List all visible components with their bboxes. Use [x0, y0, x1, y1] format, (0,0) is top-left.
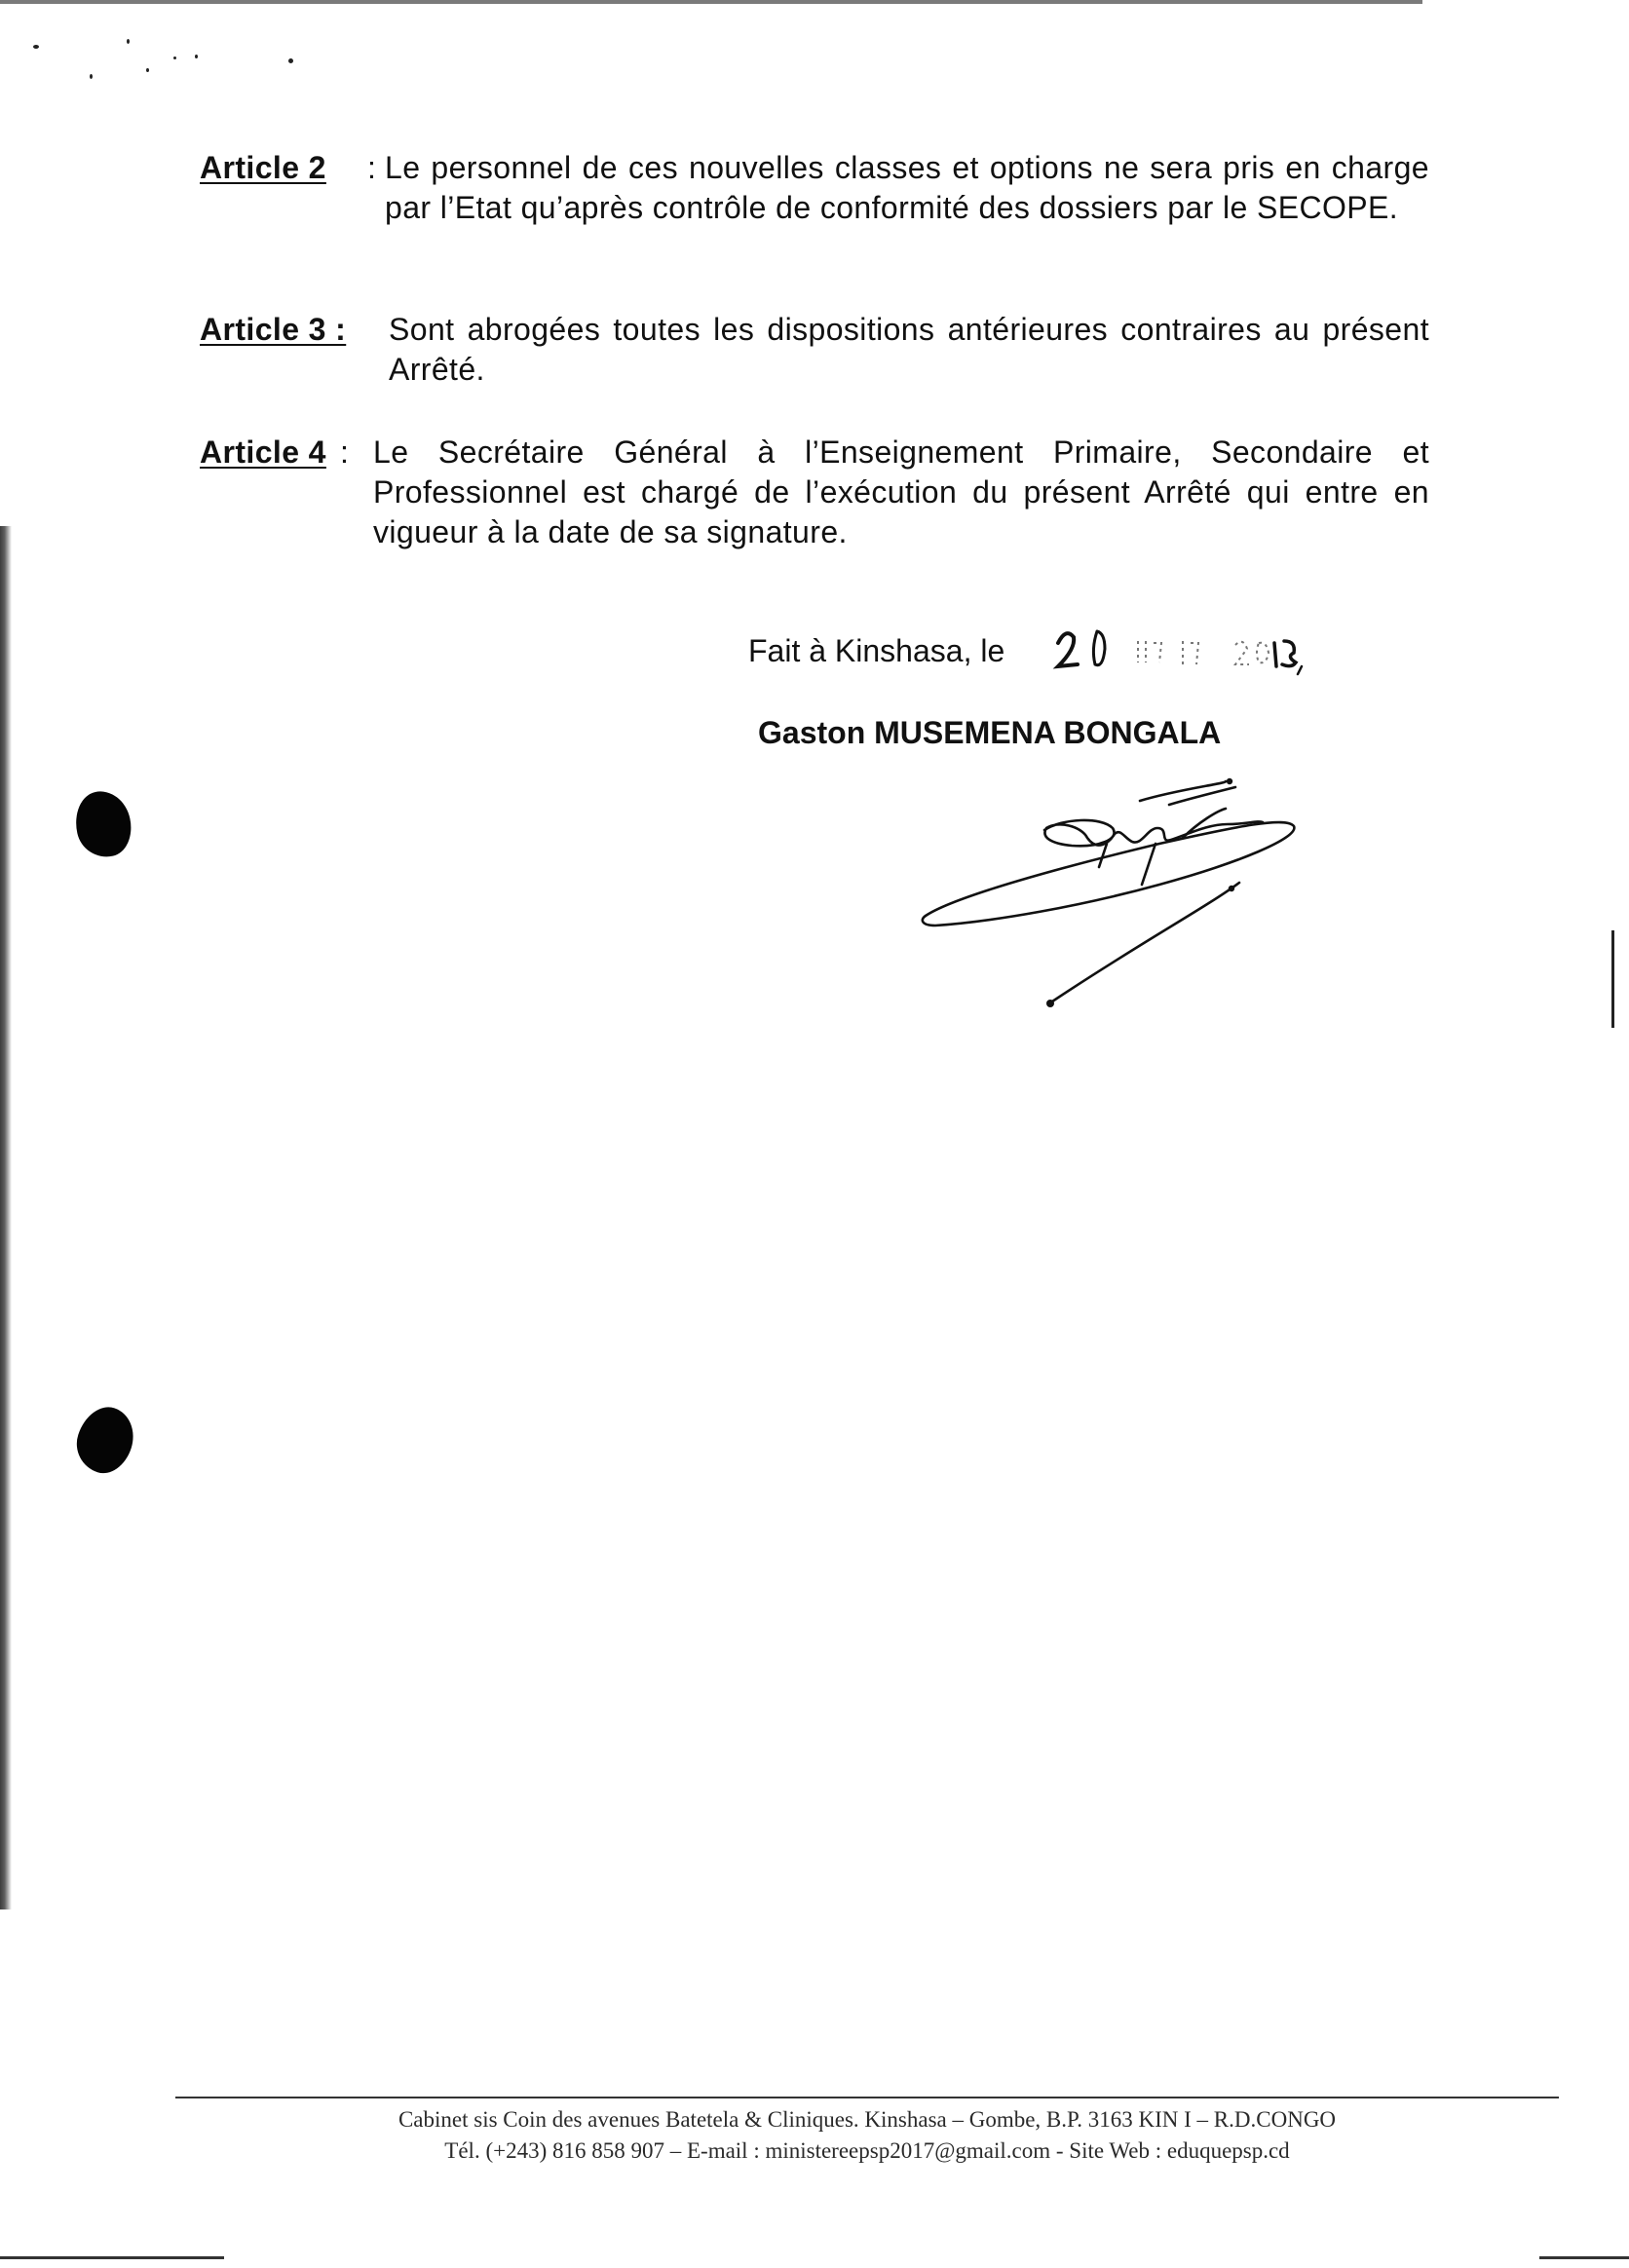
scan-speck [288, 58, 293, 63]
signatory-name: Gaston MUSEMENA BONGALA [758, 715, 1222, 750]
footer-rule [175, 2097, 1559, 2098]
article-2-text: Le personnel de ces nouvelles classes et options ne sera pris en charge par l’Etat qu’après contrôle de conformité des dossiers par le SECOPE. [385, 150, 1429, 225]
scan-speck [146, 68, 149, 72]
scan-mark-right [1611, 930, 1614, 1028]
scan-edge-left [0, 526, 12, 1909]
punch-hole-lower [69, 1400, 141, 1480]
scan-speck [33, 45, 39, 49]
footer-address [175, 2104, 1559, 2167]
article-3-label: Article 3 : [200, 312, 347, 347]
footer-contact-line: Tél. (+243) 816 858 907 – E-mail : ministereepsp2017@gmail.com - Site Web : eduquepsp.cd [444, 2138, 1290, 2163]
article-3-text: Sont abrogées toutes les dispositions antérieures contraires au présent Arrêté. [389, 312, 1429, 387]
scan-rule-bottom-left [0, 2256, 224, 2259]
punch-hole-upper [70, 786, 137, 862]
article-4 [200, 433, 1429, 559]
article-3 [200, 310, 1429, 397]
signature-dot [1046, 1000, 1054, 1007]
footer-address-line: Cabinet sis Coin des avenues Batetela & Cliniques. Kinshasa – Gombe, B.P. 3163 KIN I – R.D.CONGO [398, 2107, 1337, 2132]
article-2 [200, 148, 1429, 275]
article-4-separator: : [340, 435, 350, 470]
scan-speck [90, 74, 93, 79]
article-2-label: Article 2 [200, 150, 326, 185]
date-stamp [1052, 620, 1306, 688]
article-4-label: Article 4 [200, 435, 326, 470]
scan-rule-bottom-right [1539, 2256, 1629, 2259]
signature-dot [1227, 778, 1232, 784]
handwritten-signature [916, 770, 1306, 1023]
scan-speck [195, 55, 198, 58]
scan-speck [173, 57, 176, 59]
scan-edge-top [0, 0, 1422, 4]
article-2-separator: : [367, 150, 377, 185]
place-date-line: Fait à Kinshasa, le [748, 633, 1005, 668]
scan-speck [127, 39, 130, 44]
article-4-text: Le Secrétaire Général à l’Enseignement Primaire, Secondaire et Professionnel est chargé de l’exécution du présent Arrêté qui entre en vigueur à la date de sa signature. [373, 435, 1429, 549]
signature-dot [1229, 886, 1234, 891]
